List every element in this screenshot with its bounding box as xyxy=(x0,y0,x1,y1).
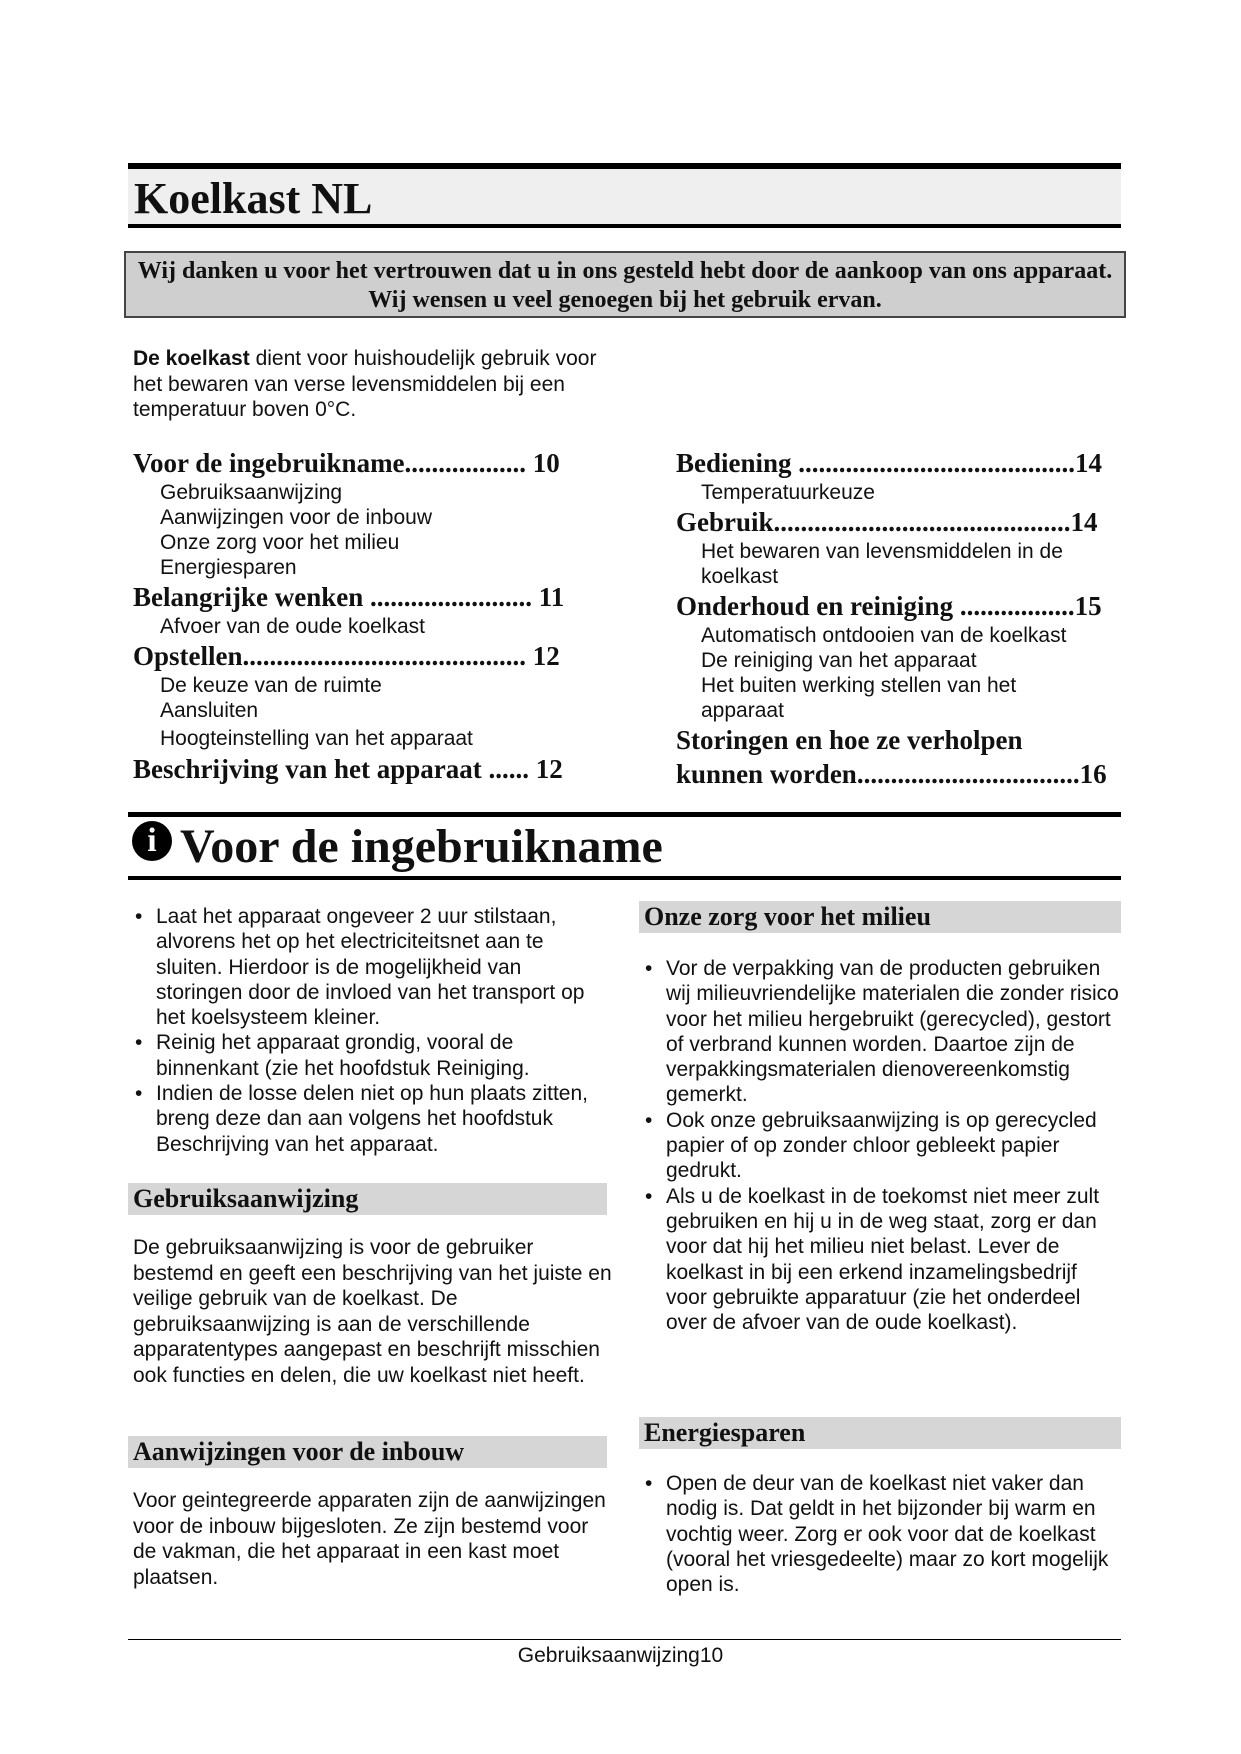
list-item: • Open de deur van de koelkast niet vaker dan nodig is. Dat geldt in het bijzonder bij warm en vochtig weer. Zorg er ook voor dat de koelkast (vooral het vriesgedeelte) maar zo kort mogelijk open is. xyxy=(643,1471,1121,1597)
toc-subitem[interactable]: Het bewaren van levensmiddelen in de xyxy=(701,540,1063,563)
title-bar xyxy=(128,163,1121,228)
list-item: • Ook onze gebruiksaanwijzing is op gerecycled papier of op zonder chloor gebleekt papier gedrukt. xyxy=(643,1108,1121,1184)
toc-heading[interactable]: Storingen en hoe ze verholpen xyxy=(676,725,1023,755)
section-rule-bottom xyxy=(128,876,1121,880)
toc-subitem[interactable]: Temperatuurkeuze xyxy=(701,481,875,504)
toc-subitem[interactable]: De reiniging van het apparaat xyxy=(701,649,977,672)
page-title: Koelkast NL xyxy=(134,174,373,223)
toc-subitem[interactable]: Het buiten werking stellen van het xyxy=(701,674,1017,697)
intro-bold: De koelkast xyxy=(133,347,250,370)
section-title: Voor de ingebruikname xyxy=(180,820,663,873)
subheading-milieu: Onze zorg voor het milieu xyxy=(639,901,1121,933)
subheading-inbouw: Aanwijzingen voor de inbouw xyxy=(128,1436,607,1468)
gebruiksaanwijzing-text: De gebruiksaanwijzing is voor de gebruiker bestemd en geeft een beschrijving van het juiste en veilige gebruik van de koelkast. De gebruiksaanwijzing is aan de verschillende apparatentypes aangepast en beschrijft misschien ook functies en delen, die uw koelkast niet heeft. xyxy=(133,1236,612,1387)
toc-subitem[interactable]: De keuze van de ruimte xyxy=(160,674,382,697)
toc-subitem[interactable]: Hoogteinstelling van het apparaat xyxy=(160,727,473,750)
milieu-bullet-list xyxy=(643,956,1121,1335)
toc-heading[interactable]: Voor de ingebruikname.................. 10 xyxy=(133,448,560,478)
toc-heading[interactable]: Onderhoud en reiniging .................15 xyxy=(676,591,1102,621)
list-item: • Als u de koelkast in de toekomst niet meer zult gebruiken en hij u in de weg staat, zorg er dan voor dat hij het milieu niet belast. Lever de koelkast in bij een erkend inzamelingsbedrijf voor gebruikte apparatuur (zie het onderdeel over de afvoer van de oude koelkast). xyxy=(643,1184,1121,1336)
subheading-energiesparen: Energiesparen xyxy=(639,1417,1121,1449)
page-footer: Gebruiksaanwijzing10 xyxy=(517,1644,724,1667)
toc-subitem[interactable]: koelkast xyxy=(701,565,779,588)
footer-rule xyxy=(128,1639,1121,1640)
toc-heading[interactable]: Beschrijving van het apparaat ...... 12 xyxy=(133,754,563,784)
toc-heading[interactable]: Belangrijke wenken ........................ 11 xyxy=(133,582,565,612)
toc-heading[interactable]: Bediening .........................................14 xyxy=(676,448,1103,478)
toc-subitem[interactable]: Aansluiten xyxy=(160,699,259,722)
inbouw-text: Voor geintegreerde apparaten zijn de aanwijzingen voor de inbouw bijgesloten. Ze zijn bestemd voor de vakman, die het apparaat in een kast moet plaatsen. xyxy=(133,1489,606,1589)
toc-heading[interactable]: Opstellen.......................................... 12 xyxy=(133,641,560,671)
intro-rest: dient voor huishoudelijk gebruik voor het bewaren van verse levensmiddelen bij een temperatuur boven 0°C. xyxy=(133,347,597,421)
list-item: • Laat het apparaat ongeveer 2 uur stilstaan, alvorens het op het electriciteitsnet aan te sluiten. Hierdoor is de mogelijkheid van storingen door de invloed van het transport op het koelsysteem kleiner. xyxy=(133,904,613,1030)
subheading-gebruiksaanwijzing: Gebruiksaanwijzing xyxy=(128,1183,607,1215)
toc-subitem[interactable]: Afvoer van de oude koelkast xyxy=(160,615,426,638)
intro-paragraph xyxy=(133,346,613,423)
left-bullet-list xyxy=(133,904,613,1157)
toc-subitem[interactable]: Automatisch ontdooien van de koelkast xyxy=(701,624,1067,647)
toc-subitem[interactable]: Energiesparen xyxy=(160,556,297,579)
list-item: • Indien de losse delen niet op hun plaats zitten, breng deze dan aan volgens het hoofdstuk Beschrijving van het apparaat. xyxy=(133,1081,613,1157)
list-item: • Reinig het apparaat grondig, vooral de binnenkant (zie het hoofdstuk Reiniging. xyxy=(133,1030,613,1081)
toc-heading-continued[interactable]: kunnen worden.................................16 xyxy=(676,759,1107,789)
toc-heading[interactable]: Gebruik............................................14 xyxy=(676,507,1098,537)
info-icon: i xyxy=(132,821,172,861)
list-item: • Vor de verpakking van de producten gebruiken wij milieuvriendelijke materialen die zonder risico voor het milieu hergebruikt (gerecycled), gestort of verbrand kunnen worden. Daartoe zijn de verpakkingsmaterialen dienovereenkomstig gemerkt. xyxy=(643,956,1121,1108)
toc-subitem[interactable]: Aanwijzingen voor de inbouw xyxy=(160,506,433,529)
energie-bullet-list xyxy=(643,1471,1121,1597)
section-header xyxy=(128,817,1121,876)
toc-subitem[interactable]: Gebruiksaanwijzing xyxy=(160,481,343,504)
intro-box: Wij danken u voor het vertrouwen dat u in ons gesteld hebt door de aankoop van ons apparaat. Wij wensen u veel genoegen bij het gebruik ervan. xyxy=(124,251,1126,318)
toc-subitem[interactable]: apparaat xyxy=(701,699,784,722)
toc-subitem[interactable]: Onze zorg voor het milieu xyxy=(160,531,400,554)
